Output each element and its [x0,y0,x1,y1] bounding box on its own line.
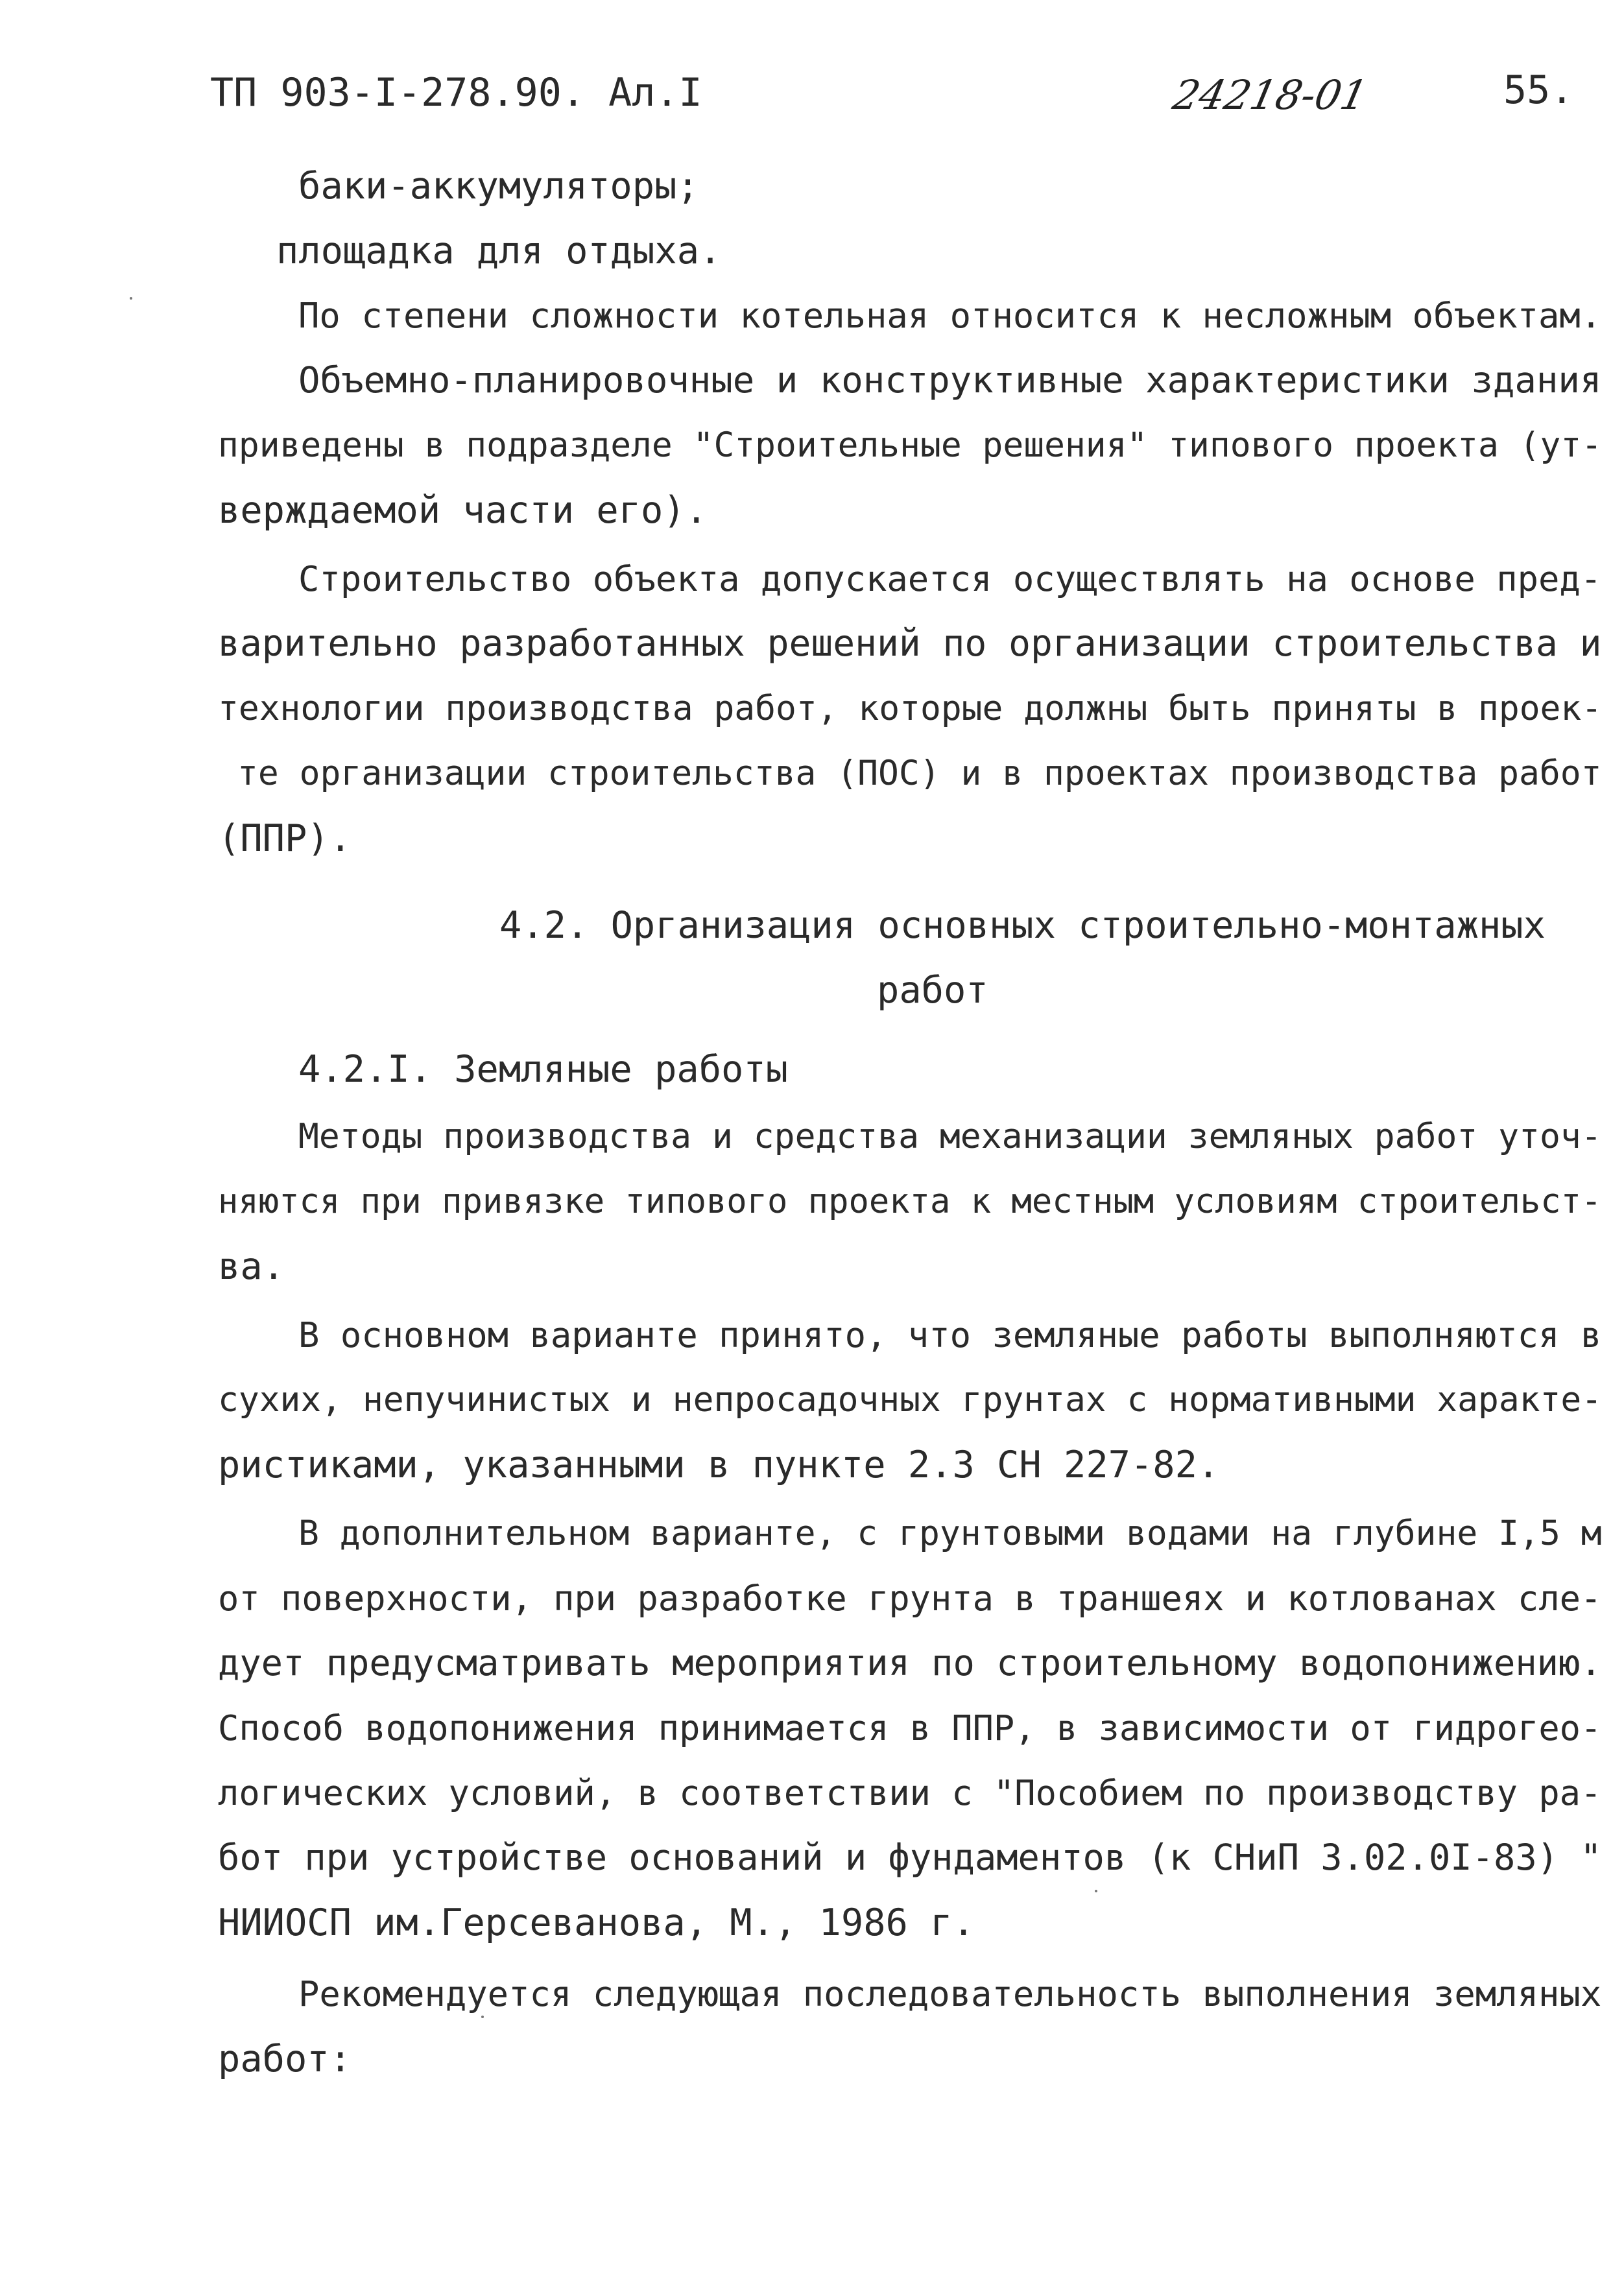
text-line: дует предусматривать мероприятия по строительному водопонижению. [218,1643,1602,1684]
scan-speck [1095,1890,1097,1892]
text-line: логических условий, в соответствии с "Пособием по производству ра- [218,1772,1602,1813]
text-line: баки-аккумуляторы; [298,165,699,208]
text-line: те организации строительства (ПОС) и в проектах производства работ [237,754,1602,793]
text-line: приведены в подразделе "Строительные решения" типового проекта (ут- [218,425,1603,465]
text-line: По степени сложности котельная относится к несложным объектам. [298,295,1602,336]
scan-speck [481,2016,484,2018]
scan-speck [130,297,132,300]
text-line: Способ водопонижения принимается в ППР, в зависимости от гидрогео- [218,1708,1602,1748]
text-line: технологии производства работ, которые должны быть приняты в проек- [218,689,1603,728]
text-line: от поверхности, при разработке грунта в траншеях и котлованах сле- [218,1578,1602,1619]
text-line: бот при устройстве оснований и фундаментов (к СНиП 3.02.0I-83) " [218,1837,1602,1879]
section-heading: 4.2. Организация основных строительно-монтажных [499,904,1546,947]
text-line: В основном варианте принято, что земляные работы выполняются в [298,1315,1602,1355]
section-heading-cont: работ [877,969,988,1012]
text-line: В дополнительном варианте, с грунтовыми водами на глубине I,5 м [298,1514,1602,1553]
text-line: Строительство объекта допускается осуществлять на основе пред- [298,558,1602,599]
text-line: ва. [218,1245,285,1288]
document-code: ТП 903-I-278.90. Ал.I [210,70,702,115]
text-line: площадка для отдыха. [276,230,722,272]
text-line: (ППР). [218,817,352,860]
text-line: Методы производства и средства механизации земляных работ уточ- [298,1117,1602,1156]
page-number: 55. [1503,67,1574,113]
text-line: няются при привязке типового проекта к местным условиям строительст- [218,1182,1602,1221]
text-line: сухих, непучинистых и непросадочных грунтах с нормативными характе- [218,1380,1603,1420]
text-line: Рекомендуется следующая последовательность выполнения земляных [298,1973,1602,2014]
text-line: верждаемой части его). [218,489,708,532]
subsection-heading: 4.2.I. Земляные работы [298,1048,788,1091]
text-line: работ: [218,2038,352,2080]
text-line: НИИОСП им.Герсеванова, М., 1986 г. [218,1901,975,1944]
text-line: ристиками, указанными в пункте 2.3 СН 227-82. [218,1444,1220,1486]
text-line: варительно разработанных решений по организации строительства и [218,623,1602,665]
text-line: Объемно-планировочные и конструктивные характеристики здания [298,359,1602,401]
handwritten-number: 24218-01 [1169,71,1372,119]
